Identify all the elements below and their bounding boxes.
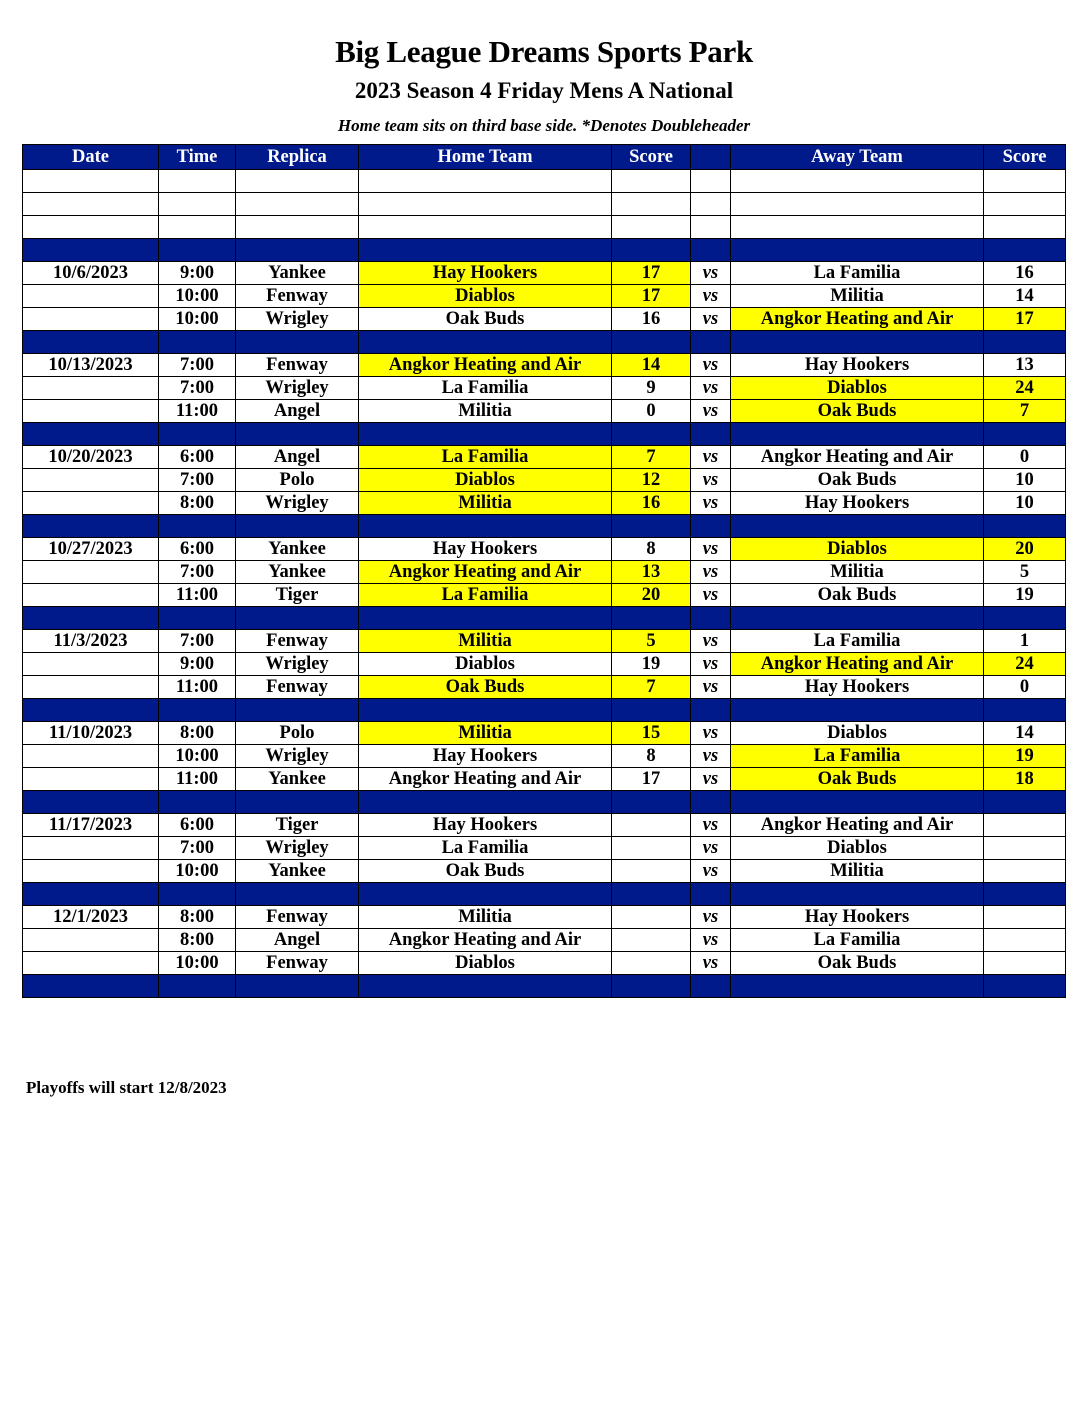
away-score-cell: 13 <box>984 354 1066 377</box>
away-team-cell: La Familia <box>731 929 984 952</box>
away-team-cell: Hay Hookers <box>731 906 984 929</box>
date-cell <box>23 745 159 768</box>
replica-cell: Wrigley <box>236 308 359 331</box>
vs-cell: vs <box>691 400 731 423</box>
vs-cell: vs <box>691 860 731 883</box>
home-score-cell: 17 <box>612 768 691 791</box>
away-score-cell: 19 <box>984 745 1066 768</box>
away-score-cell <box>984 814 1066 837</box>
away-score-cell: 24 <box>984 653 1066 676</box>
home-score-cell: 12 <box>612 469 691 492</box>
col-header-time: Time <box>159 145 236 170</box>
away-score-cell: 10 <box>984 492 1066 515</box>
date-cell <box>23 653 159 676</box>
time-cell: 8:00 <box>159 722 236 745</box>
home-team-cell: Militia <box>359 400 612 423</box>
separator-row <box>23 515 1066 538</box>
time-cell: 7:00 <box>159 354 236 377</box>
replica-cell: Tiger <box>236 814 359 837</box>
date-cell: 10/27/2023 <box>23 538 159 561</box>
replica-cell: Wrigley <box>236 745 359 768</box>
vs-cell: vs <box>691 285 731 308</box>
game-row <box>23 446 1066 469</box>
home-team-cell: Hay Hookers <box>359 538 612 561</box>
vs-cell: vs <box>691 561 731 584</box>
date-cell: 11/3/2023 <box>23 630 159 653</box>
col-header-date: Date <box>23 145 159 170</box>
home-team-cell: Hay Hookers <box>359 745 612 768</box>
replica-cell: Fenway <box>236 906 359 929</box>
date-cell <box>23 952 159 975</box>
date-cell <box>23 492 159 515</box>
replica-cell: Yankee <box>236 538 359 561</box>
game-row <box>23 308 1066 331</box>
game-row <box>23 584 1066 607</box>
header-row <box>23 145 1066 170</box>
date-cell: 10/20/2023 <box>23 446 159 469</box>
time-cell: 7:00 <box>159 377 236 400</box>
away-score-cell: 24 <box>984 377 1066 400</box>
home-score-cell: 8 <box>612 745 691 768</box>
time-cell: 6:00 <box>159 446 236 469</box>
replica-cell: Fenway <box>236 285 359 308</box>
replica-cell: Tiger <box>236 584 359 607</box>
vs-cell: vs <box>691 722 731 745</box>
vs-cell: vs <box>691 354 731 377</box>
vs-cell: vs <box>691 630 731 653</box>
home-team-cell: La Familia <box>359 584 612 607</box>
away-team-cell: Militia <box>731 285 984 308</box>
home-team-cell: Oak Buds <box>359 308 612 331</box>
home-score-cell: 5 <box>612 630 691 653</box>
col-header-away-team: Away Team <box>731 145 984 170</box>
game-row <box>23 860 1066 883</box>
blank-row <box>23 216 1066 239</box>
time-cell: 10:00 <box>159 860 236 883</box>
page-note: Home team sits on third base side. *Denotes Doubleheader <box>337 116 751 135</box>
home-score-cell: 7 <box>612 676 691 699</box>
replica-cell: Fenway <box>236 630 359 653</box>
date-cell <box>23 308 159 331</box>
time-cell: 8:00 <box>159 929 236 952</box>
vs-cell: vs <box>691 768 731 791</box>
date-cell <box>23 584 159 607</box>
away-team-cell: La Familia <box>731 745 984 768</box>
home-team-cell: La Familia <box>359 837 612 860</box>
away-score-cell <box>984 929 1066 952</box>
date-cell <box>23 768 159 791</box>
vs-cell: vs <box>691 377 731 400</box>
date-cell <box>23 837 159 860</box>
date-cell <box>23 377 159 400</box>
away-score-cell: 0 <box>984 676 1066 699</box>
home-team-cell: Diablos <box>359 469 612 492</box>
away-team-cell: Oak Buds <box>731 469 984 492</box>
away-score-cell: 19 <box>984 584 1066 607</box>
vs-cell: vs <box>691 952 731 975</box>
replica-cell: Fenway <box>236 952 359 975</box>
separator-row <box>23 239 1066 262</box>
time-cell: 9:00 <box>159 653 236 676</box>
vs-cell: vs <box>691 492 731 515</box>
home-score-cell: 17 <box>612 262 691 285</box>
home-score-cell <box>612 837 691 860</box>
replica-cell: Polo <box>236 722 359 745</box>
time-cell: 7:00 <box>159 630 236 653</box>
time-cell: 8:00 <box>159 492 236 515</box>
away-team-cell: Hay Hookers <box>731 492 984 515</box>
away-team-cell: Diablos <box>731 538 984 561</box>
col-header-away-score: Score <box>984 145 1066 170</box>
away-score-cell <box>984 906 1066 929</box>
date-cell <box>23 285 159 308</box>
away-score-cell: 14 <box>984 285 1066 308</box>
date-cell: 12/1/2023 <box>23 906 159 929</box>
home-score-cell: 20 <box>612 584 691 607</box>
home-score-cell: 16 <box>612 308 691 331</box>
home-score-cell: 0 <box>612 400 691 423</box>
time-cell: 6:00 <box>159 814 236 837</box>
time-cell: 11:00 <box>159 400 236 423</box>
date-cell <box>23 929 159 952</box>
away-score-cell <box>984 952 1066 975</box>
col-header-replica: Replica <box>236 145 359 170</box>
away-team-cell: Angkor Heating and Air <box>731 308 984 331</box>
date-cell <box>23 400 159 423</box>
away-team-cell: Oak Buds <box>731 400 984 423</box>
home-team-cell: Diablos <box>359 952 612 975</box>
game-row <box>23 745 1066 768</box>
away-team-cell: Diablos <box>731 377 984 400</box>
playoffs-note: Playoffs will start 12/8/2023 <box>26 1078 227 1097</box>
time-cell: 11:00 <box>159 584 236 607</box>
home-score-cell <box>612 906 691 929</box>
vs-cell: vs <box>691 676 731 699</box>
away-team-cell: Oak Buds <box>731 768 984 791</box>
away-team-cell: Hay Hookers <box>731 354 984 377</box>
time-cell: 10:00 <box>159 952 236 975</box>
away-score-cell: 7 <box>984 400 1066 423</box>
separator-row <box>23 423 1066 446</box>
col-header-home-team: Home Team <box>359 145 612 170</box>
replica-cell: Polo <box>236 469 359 492</box>
home-team-cell: Oak Buds <box>359 860 612 883</box>
game-row <box>23 354 1066 377</box>
home-team-cell: Angkor Heating and Air <box>359 929 612 952</box>
date-cell: 11/10/2023 <box>23 722 159 745</box>
away-score-cell: 10 <box>984 469 1066 492</box>
replica-cell: Wrigley <box>236 377 359 400</box>
replica-cell: Angel <box>236 400 359 423</box>
away-team-cell: Angkor Heating and Air <box>731 446 984 469</box>
away-team-cell: Diablos <box>731 837 984 860</box>
time-cell: 7:00 <box>159 469 236 492</box>
home-team-cell: La Familia <box>359 377 612 400</box>
home-team-cell: Militia <box>359 722 612 745</box>
home-score-cell: 13 <box>612 561 691 584</box>
game-row <box>23 837 1066 860</box>
separator-row <box>23 331 1066 354</box>
col-header-home-score: Score <box>612 145 691 170</box>
time-cell: 11:00 <box>159 676 236 699</box>
home-score-cell: 8 <box>612 538 691 561</box>
replica-cell: Wrigley <box>236 653 359 676</box>
away-team-cell: Oak Buds <box>731 584 984 607</box>
home-team-cell: Diablos <box>359 285 612 308</box>
game-row <box>23 722 1066 745</box>
away-score-cell: 1 <box>984 630 1066 653</box>
home-team-cell: Oak Buds <box>359 676 612 699</box>
separator-row <box>23 699 1066 722</box>
away-score-cell: 14 <box>984 722 1066 745</box>
home-score-cell: 17 <box>612 285 691 308</box>
vs-cell: vs <box>691 446 731 469</box>
separator-row <box>23 791 1066 814</box>
home-score-cell <box>612 952 691 975</box>
away-team-cell: Diablos <box>731 722 984 745</box>
away-score-cell: 16 <box>984 262 1066 285</box>
replica-cell: Yankee <box>236 262 359 285</box>
home-score-cell: 15 <box>612 722 691 745</box>
time-cell: 6:00 <box>159 538 236 561</box>
separator-row <box>23 883 1066 906</box>
schedule-body <box>23 170 1066 998</box>
date-cell: 11/17/2023 <box>23 814 159 837</box>
date-cell <box>23 561 159 584</box>
home-score-cell: 14 <box>612 354 691 377</box>
home-score-cell <box>612 929 691 952</box>
home-team-cell: Angkor Heating and Air <box>359 354 612 377</box>
time-cell: 10:00 <box>159 285 236 308</box>
game-row <box>23 814 1066 837</box>
vs-cell: vs <box>691 262 731 285</box>
home-team-cell: Militia <box>359 492 612 515</box>
time-cell: 9:00 <box>159 262 236 285</box>
home-score-cell <box>612 814 691 837</box>
replica-cell: Yankee <box>236 561 359 584</box>
home-team-cell: Militia <box>359 630 612 653</box>
game-row <box>23 377 1066 400</box>
blank-row <box>23 193 1066 216</box>
game-row <box>23 262 1066 285</box>
home-team-cell: Hay Hookers <box>359 262 612 285</box>
time-cell: 10:00 <box>159 308 236 331</box>
game-row <box>23 400 1066 423</box>
away-team-cell: Hay Hookers <box>731 676 984 699</box>
game-row <box>23 538 1066 561</box>
vs-cell: vs <box>691 906 731 929</box>
away-score-cell <box>984 860 1066 883</box>
date-cell: 10/13/2023 <box>23 354 159 377</box>
vs-cell: vs <box>691 653 731 676</box>
date-cell <box>23 860 159 883</box>
date-cell <box>23 469 159 492</box>
home-team-cell: Angkor Heating and Air <box>359 561 612 584</box>
home-team-cell: Hay Hookers <box>359 814 612 837</box>
away-score-cell: 17 <box>984 308 1066 331</box>
vs-cell: vs <box>691 538 731 561</box>
vs-cell: vs <box>691 837 731 860</box>
date-cell <box>23 676 159 699</box>
replica-cell: Angel <box>236 929 359 952</box>
away-score-cell: 18 <box>984 768 1066 791</box>
replica-cell: Fenway <box>236 676 359 699</box>
blank-row <box>23 170 1066 193</box>
vs-cell: vs <box>691 814 731 837</box>
vs-cell: vs <box>691 469 731 492</box>
home-team-cell: Angkor Heating and Air <box>359 768 612 791</box>
away-score-cell: 5 <box>984 561 1066 584</box>
vs-cell: vs <box>691 745 731 768</box>
replica-cell: Yankee <box>236 768 359 791</box>
col-header-vs <box>691 145 731 170</box>
time-cell: 10:00 <box>159 745 236 768</box>
home-score-cell <box>612 860 691 883</box>
time-cell: 11:00 <box>159 768 236 791</box>
replica-cell: Fenway <box>236 354 359 377</box>
game-row <box>23 653 1066 676</box>
schedule-table <box>22 144 1066 998</box>
home-score-cell: 19 <box>612 653 691 676</box>
time-cell: 7:00 <box>159 837 236 860</box>
home-team-cell: Diablos <box>359 653 612 676</box>
game-row <box>23 676 1066 699</box>
home-team-cell: La Familia <box>359 446 612 469</box>
separator-row <box>23 607 1066 630</box>
away-team-cell: Militia <box>731 561 984 584</box>
away-team-cell: La Familia <box>731 630 984 653</box>
game-row <box>23 630 1066 653</box>
date-cell: 10/6/2023 <box>23 262 159 285</box>
replica-cell: Yankee <box>236 860 359 883</box>
page-title: Big League Dreams Sports Park <box>335 34 753 69</box>
game-row <box>23 906 1066 929</box>
away-team-cell: Militia <box>731 860 984 883</box>
home-team-cell: Militia <box>359 906 612 929</box>
home-score-cell: 9 <box>612 377 691 400</box>
time-cell: 7:00 <box>159 561 236 584</box>
away-score-cell <box>984 837 1066 860</box>
game-row <box>23 952 1066 975</box>
game-row <box>23 492 1066 515</box>
vs-cell: vs <box>691 308 731 331</box>
game-row <box>23 469 1066 492</box>
vs-cell: vs <box>691 584 731 607</box>
game-row <box>23 768 1066 791</box>
game-row <box>23 929 1066 952</box>
replica-cell: Wrigley <box>236 492 359 515</box>
away-score-cell: 0 <box>984 446 1066 469</box>
home-score-cell: 7 <box>612 446 691 469</box>
game-row <box>23 561 1066 584</box>
away-score-cell: 20 <box>984 538 1066 561</box>
time-cell: 8:00 <box>159 906 236 929</box>
replica-cell: Angel <box>236 446 359 469</box>
away-team-cell: Angkor Heating and Air <box>731 653 984 676</box>
away-team-cell: Angkor Heating and Air <box>731 814 984 837</box>
separator-row <box>23 975 1066 998</box>
replica-cell: Wrigley <box>236 837 359 860</box>
away-team-cell: Oak Buds <box>731 952 984 975</box>
away-team-cell: La Familia <box>731 262 984 285</box>
game-row <box>23 285 1066 308</box>
home-score-cell: 16 <box>612 492 691 515</box>
vs-cell: vs <box>691 929 731 952</box>
page-subtitle: 2023 Season 4 Friday Mens A National <box>354 78 734 103</box>
